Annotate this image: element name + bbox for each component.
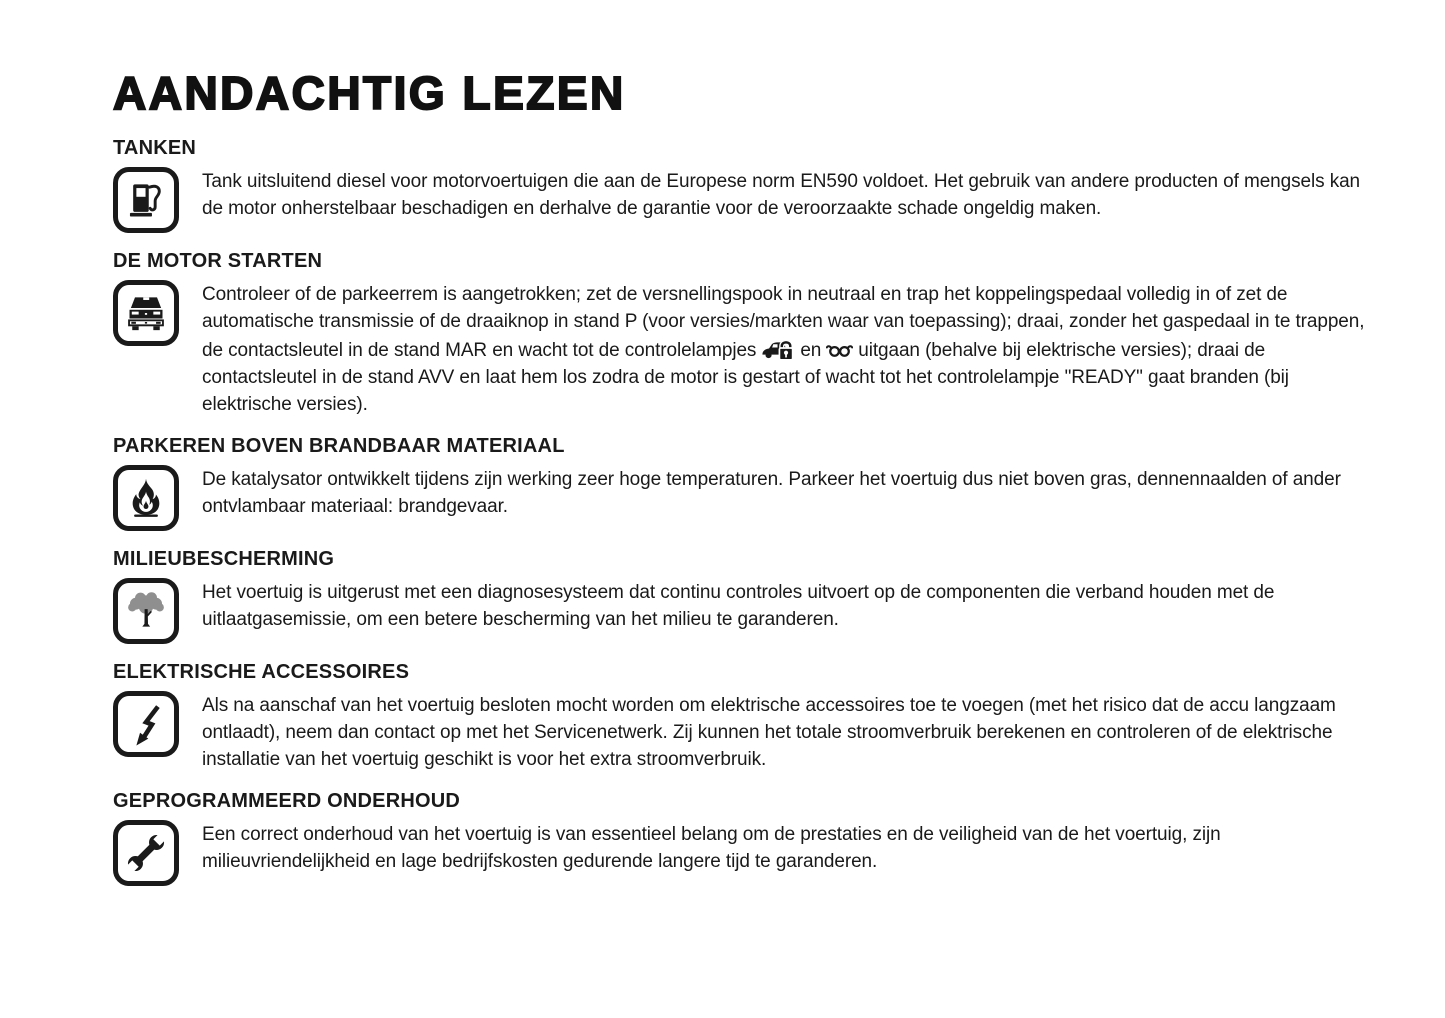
section-text: Het voertuig is uitgerust met een diagnosesysteem dat continu controles uitvoert op de componenten die verband houden met de uitlaatgasemissie, om een betere bescherming van het milieu te garanderen.: [202, 582, 1275, 630]
section-text: Een correct onderhoud van het voertuig is van essentieel belang om de prestaties en de veiligheid van de het voertuig, zijn milieuvriendelijkheid en lage bedrijfskosten gedurende langere tijd te garanderen.: [202, 824, 1221, 872]
section-text: De katalysator ontwikkelt tijdens zijn werking zeer hoge temperaturen. Parkeer het voertuig dus niet boven gras, dennennaalden of ander ontvlambaar materiaal: brandgevaar.: [202, 469, 1341, 517]
section-elektrische-accessoires: [113, 661, 1375, 773]
section-geprogrammeerd-onderhoud: [113, 790, 1375, 886]
car-front-icon: [124, 291, 168, 335]
icon-box: [113, 578, 179, 644]
tree-icon: [124, 589, 168, 633]
icon-box: [113, 691, 179, 757]
section-heading: TANKEN: [113, 137, 197, 159]
page-title: AANDACHTIG LEZEN: [113, 67, 626, 119]
lightning-bolt-icon: [124, 702, 168, 746]
section-motor-starten: [113, 250, 1375, 418]
section-heading: ELEKTRISCHE ACCESSOIRES: [113, 661, 410, 683]
flame-icon: [124, 476, 168, 520]
section-heading: MILIEUBESCHERMING: [113, 548, 335, 570]
glow-plug-warning-icon: [826, 343, 853, 358]
section-parkeren-brandbaar: [113, 435, 1375, 531]
section-text: Tank uitsluitend diesel voor motorvoertuigen die aan de Europese norm EN590 voldoet. Het gebruik van andere producten of mengsels kan de motor onherstelbaar beschadigen en derhalve de garantie voor de veroorzaakte schade ongeldig maken.: [202, 171, 1361, 219]
icon-box: [113, 280, 179, 346]
wrench-icon: [124, 831, 168, 875]
section-heading: GEPROGRAMMEERD ONDERHOUD: [113, 790, 461, 812]
immobilizer-warning-icon: [761, 335, 795, 362]
icon-box: [113, 820, 179, 886]
icon-box: [113, 167, 179, 233]
fuel-pump-icon: [124, 178, 168, 222]
text-part: Controleer of de parkeerrem is aangetrokken; zet de versnellingspook in neutraal en trap het koppelingspedaal volledig in of zet de automatische transmissie of de draaiknop in stand P (voor versies/markten waar van toepassing); draai, zonder het gaspedaal in te trappen, de contactsleutel in de stand MAR en wacht tot de controlelampjes: [202, 284, 1365, 361]
section-text: [202, 281, 1375, 418]
text-part: en: [800, 340, 822, 361]
section-heading: DE MOTOR STARTEN: [113, 250, 323, 272]
section-milieubescherming: [113, 548, 1375, 644]
icon-box: [113, 465, 179, 531]
section-text: Als na aanschaf van het voertuig besloten mocht worden om elektrische accessoires toe te voegen (met het risico dat de accu langzaam ontlaadt), neem dan contact op met het Servicenetwerk. Zij kunnen het totale stroomverbruik berekenen en controleren of de elektrische installatie van het voertuig geschikt is voor het extra stroomverbruik.: [202, 695, 1336, 770]
section-heading: PARKEREN BOVEN BRANDBAAR MATERIAAL: [113, 435, 565, 457]
section-tanken: [113, 137, 1375, 233]
text-part: uitgaan (behalve bij elektrische versies); draai de contactsleutel in de stand AVV en laat hem los zodra de motor is gestart of wacht tot het controlelampje "READY" gaat branden (bij elektrische versies).: [202, 340, 1289, 415]
